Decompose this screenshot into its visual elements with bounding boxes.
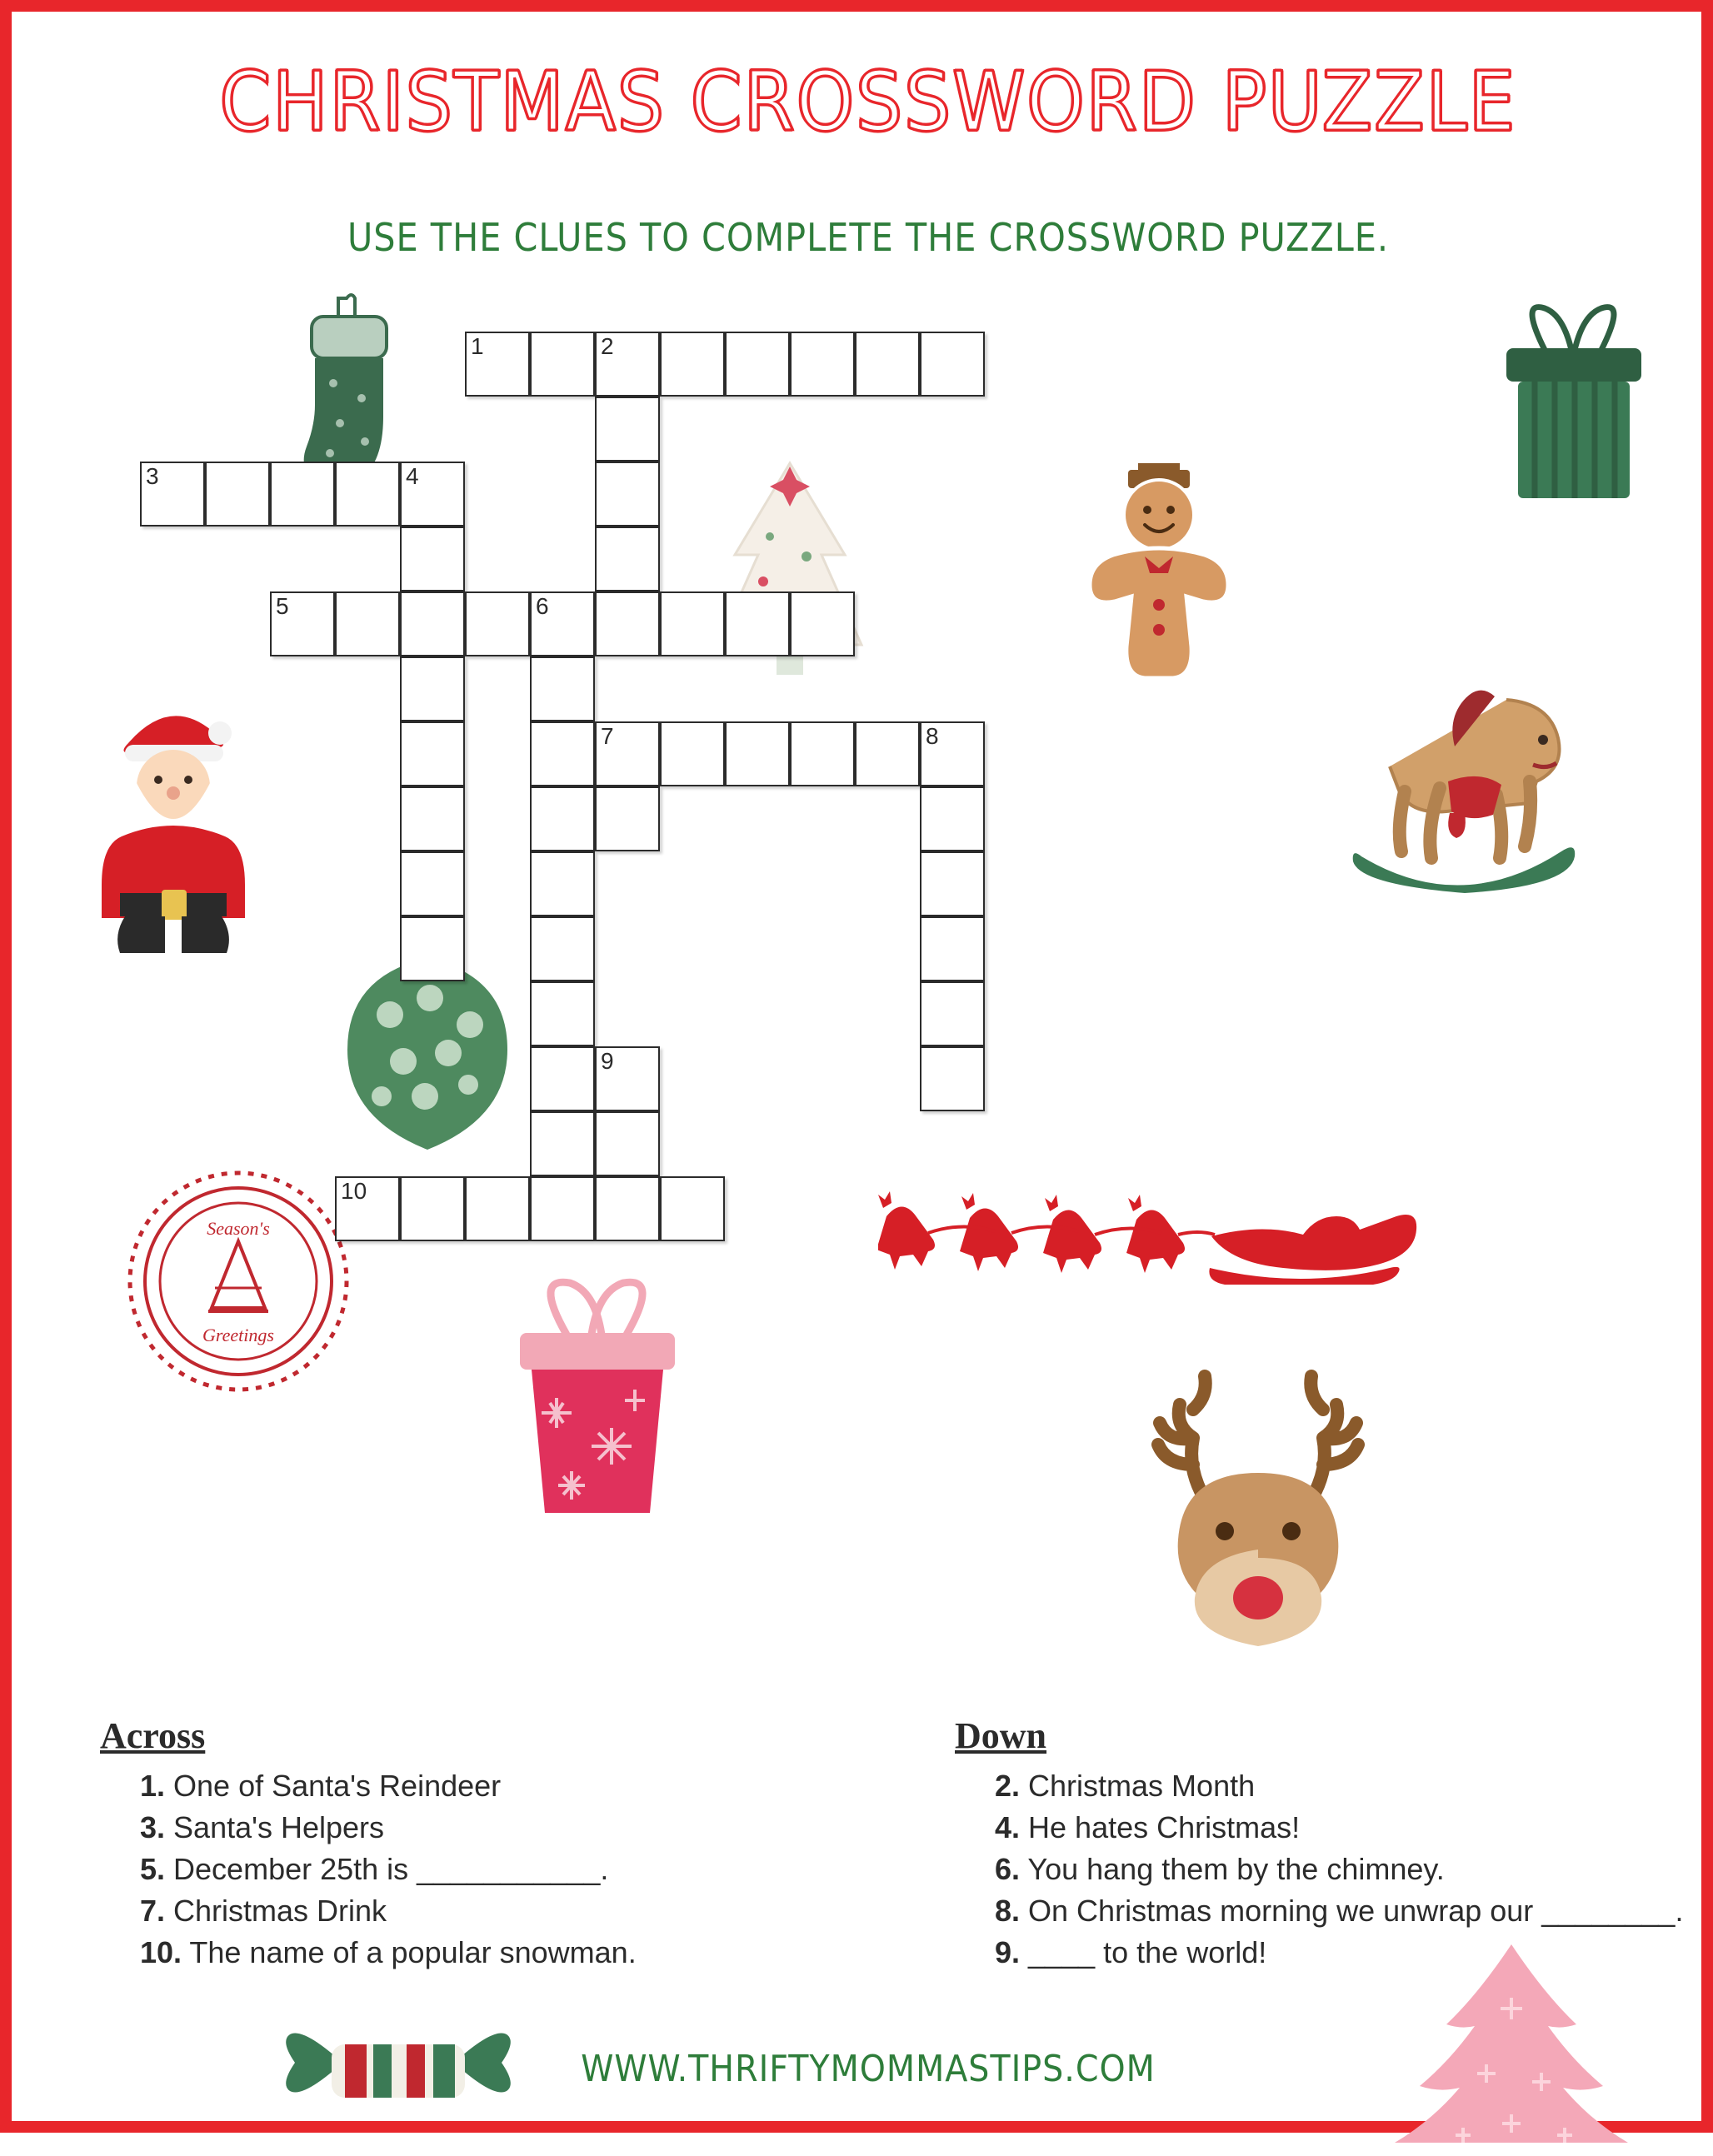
clue-item bbox=[995, 1807, 1688, 1849]
crossword-cell[interactable] bbox=[790, 332, 855, 397]
down-heading: Down bbox=[955, 1715, 1047, 1756]
page-subtitle: USE THE CLUES TO COMPLETE THE CROSSWORD PUZZLE. bbox=[347, 215, 1390, 260]
crossword-cell[interactable] bbox=[335, 591, 400, 656]
clues-section bbox=[23, 1714, 1713, 2031]
crossword-cell[interactable] bbox=[920, 786, 985, 851]
crossword-cell[interactable] bbox=[855, 332, 920, 397]
across-clue-list bbox=[100, 1765, 833, 1974]
crossword-cell[interactable] bbox=[920, 1046, 985, 1111]
crossword-cell[interactable] bbox=[400, 591, 465, 656]
crossword-cell[interactable] bbox=[855, 721, 920, 786]
crossword-cell[interactable] bbox=[595, 1176, 660, 1241]
crossword-cell[interactable] bbox=[595, 527, 660, 591]
crossword-cell[interactable] bbox=[920, 332, 985, 397]
crossword-cell[interactable] bbox=[400, 656, 465, 721]
crossword-cell-number: 3 bbox=[146, 463, 159, 489]
crossword-cell[interactable] bbox=[595, 397, 660, 462]
clue-item bbox=[140, 1807, 833, 1849]
crossword-cell[interactable] bbox=[595, 332, 660, 397]
footer-url: WWW.THRIFTYMOMMASTIPS.COM bbox=[581, 2048, 1156, 2090]
clue-number: 2. bbox=[995, 1769, 1021, 1803]
crossword-cell[interactable] bbox=[595, 1046, 660, 1111]
across-clues bbox=[100, 1714, 833, 1974]
clue-number: 6. bbox=[995, 1852, 1021, 1886]
clue-number: 9. bbox=[995, 1935, 1021, 1969]
crossword-cell-number: 9 bbox=[601, 1048, 614, 1074]
crossword-cell[interactable] bbox=[725, 721, 790, 786]
crossword-cell[interactable] bbox=[400, 527, 465, 591]
crossword-cell[interactable] bbox=[920, 851, 985, 916]
clue-text: Christmas Month bbox=[1020, 1769, 1256, 1803]
crossword-cell[interactable] bbox=[595, 462, 660, 527]
crossword-cell[interactable] bbox=[530, 656, 595, 721]
page-inner bbox=[23, 23, 1713, 2133]
crossword-cell[interactable] bbox=[530, 916, 595, 981]
clue-item bbox=[995, 1890, 1688, 1932]
crossword-cell[interactable] bbox=[530, 332, 595, 397]
crossword-cell-number: 5 bbox=[276, 593, 289, 619]
crossword-cell[interactable] bbox=[335, 1176, 400, 1241]
clue-number: 10. bbox=[140, 1935, 182, 1969]
crossword-cell[interactable] bbox=[725, 591, 790, 656]
crossword-cell[interactable] bbox=[920, 981, 985, 1046]
down-clue-list bbox=[955, 1765, 1688, 1974]
crossword-cell[interactable] bbox=[400, 851, 465, 916]
clue-item bbox=[140, 1890, 833, 1932]
crossword-grid[interactable] bbox=[23, 23, 1713, 1689]
crossword-cell[interactable] bbox=[400, 1176, 465, 1241]
crossword-cell[interactable] bbox=[530, 1111, 595, 1176]
clue-number: 4. bbox=[995, 1810, 1021, 1844]
crossword-cell-number: 2 bbox=[601, 333, 614, 359]
crossword-cell[interactable] bbox=[465, 332, 530, 397]
crossword-cell[interactable] bbox=[595, 591, 660, 656]
crossword-cell[interactable] bbox=[465, 591, 530, 656]
crossword-cell-number: 7 bbox=[601, 723, 614, 749]
clue-text: Santa's Helpers bbox=[165, 1810, 385, 1844]
across-heading: Across bbox=[100, 1715, 206, 1756]
clue-text: He hates Christmas! bbox=[1020, 1810, 1301, 1844]
clue-number: 5. bbox=[140, 1852, 166, 1886]
crossword-cell[interactable] bbox=[790, 591, 855, 656]
crossword-cell[interactable] bbox=[595, 721, 660, 786]
clue-text: You hang them by the chimney. bbox=[1020, 1852, 1445, 1886]
crossword-cell[interactable] bbox=[595, 786, 660, 851]
crossword-cell[interactable] bbox=[205, 462, 270, 527]
clue-number: 7. bbox=[140, 1894, 166, 1928]
crossword-cell-number: 6 bbox=[536, 593, 549, 619]
crossword-cell[interactable] bbox=[400, 721, 465, 786]
clue-number: 1. bbox=[140, 1769, 166, 1803]
crossword-cell[interactable] bbox=[400, 462, 465, 527]
crossword-cell[interactable] bbox=[270, 462, 335, 527]
crossword-cell[interactable] bbox=[920, 721, 985, 786]
crossword-cell-number: 1 bbox=[471, 333, 484, 359]
down-clues bbox=[955, 1714, 1688, 1974]
crossword-cell[interactable] bbox=[530, 1046, 595, 1111]
crossword-cell[interactable] bbox=[530, 591, 595, 656]
svg-text:Season's: Season's bbox=[207, 1218, 270, 1239]
crossword-cell[interactable] bbox=[530, 1176, 595, 1241]
crossword-cell[interactable] bbox=[400, 916, 465, 981]
clue-item bbox=[995, 1849, 1688, 1890]
clue-item bbox=[140, 1932, 833, 1974]
crossword-cell[interactable] bbox=[530, 721, 595, 786]
clue-text: One of Santa's Reindeer bbox=[165, 1769, 502, 1803]
crossword-cell[interactable] bbox=[530, 851, 595, 916]
crossword-cell[interactable] bbox=[920, 916, 985, 981]
crossword-cell[interactable] bbox=[270, 591, 335, 656]
clue-number: 8. bbox=[995, 1894, 1021, 1928]
page-title: CHRISTMAS CROSSWORD PUZZLE bbox=[219, 55, 1517, 150]
crossword-cell-number: 8 bbox=[926, 723, 939, 749]
clue-item bbox=[995, 1765, 1688, 1807]
crossword-cell[interactable] bbox=[725, 332, 790, 397]
crossword-cell[interactable] bbox=[465, 1176, 530, 1241]
clue-text: December 25th is ___________. bbox=[165, 1852, 609, 1886]
svg-text:Greetings: Greetings bbox=[202, 1325, 274, 1345]
clue-text: Christmas Drink bbox=[165, 1894, 387, 1928]
clue-item bbox=[140, 1849, 833, 1890]
crossword-cell[interactable] bbox=[400, 786, 465, 851]
clue-text: On Christmas morning we unwrap our ________. bbox=[1020, 1894, 1684, 1928]
crossword-cell[interactable] bbox=[660, 591, 725, 656]
clue-text: The name of a popular snowman. bbox=[182, 1935, 637, 1969]
clue-text: ____ to the world! bbox=[1020, 1935, 1267, 1969]
crossword-cell[interactable] bbox=[660, 721, 725, 786]
crossword-cell[interactable] bbox=[595, 1111, 660, 1176]
crossword-cell-number: 10 bbox=[341, 1178, 367, 1204]
clue-number: 3. bbox=[140, 1810, 166, 1844]
crossword-cell[interactable] bbox=[660, 332, 725, 397]
crossword-cell[interactable] bbox=[140, 462, 205, 527]
clue-item bbox=[995, 1932, 1688, 1974]
crossword-cell[interactable] bbox=[530, 981, 595, 1046]
crossword-cell-number: 4 bbox=[406, 463, 419, 489]
crossword-cell[interactable] bbox=[790, 721, 855, 786]
crossword-cell[interactable] bbox=[530, 786, 595, 851]
clue-item bbox=[140, 1765, 833, 1807]
crossword-cell[interactable] bbox=[335, 462, 400, 527]
crossword-cell[interactable] bbox=[660, 1176, 725, 1241]
